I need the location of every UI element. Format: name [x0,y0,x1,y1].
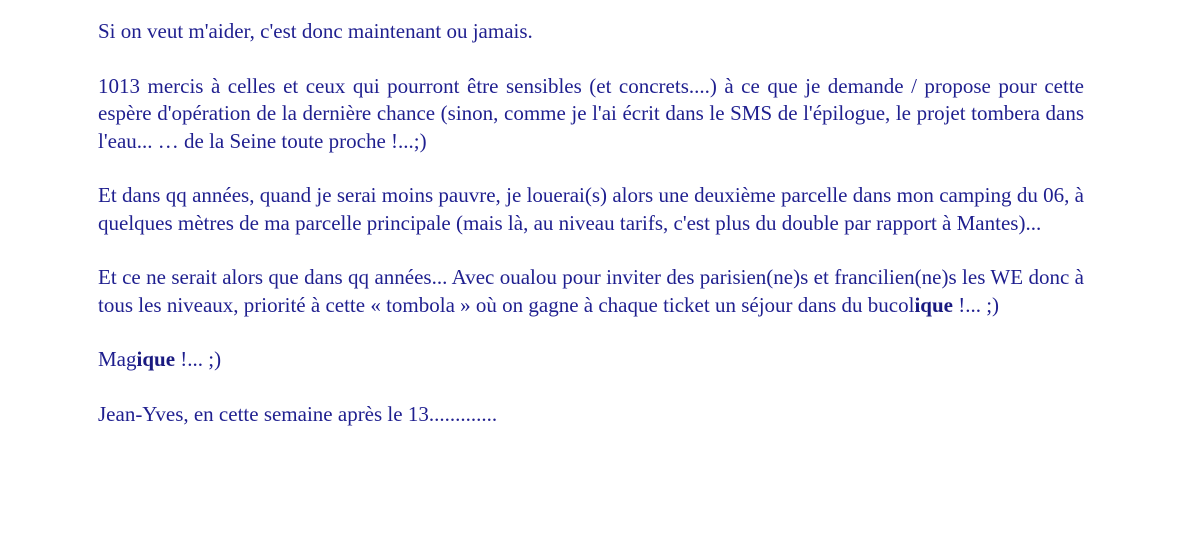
signature-line: Jean-Yves, en cette semaine après le 13............. [98,401,498,426]
paragraph-tombola-text: Et ce ne serait alors que dans qq années... Avec oualou pour inviter des parisien(ne)s et francilien(ne)s les WE donc à tous les niveaux, priorité à cette « tombola » où on gagne à chaque ticket un séjour dans du bucol [98,265,1084,317]
paragraph-future-plans: Et dans qq années, quand je serai moins pauvre, je louerai(s) alors une deuxième parcelle dans mon camping du 06, à quelques mètres de ma parcelle principale (mais là, au niveau tarifs, c'est plus du double par rapport à Mantes)... [98,183,1084,235]
magique-bold: ique [136,347,176,371]
paragraph-tombola-tail: !... ;) [952,292,1000,317]
magique-tail: !... ;) [175,347,222,371]
paragraph-magique [98,346,1084,374]
magique-prefix: Mag [98,347,137,371]
paragraph-tombola-bold: ique [914,292,953,317]
paragraph-tombola [98,264,1084,319]
letter-body [98,18,1084,455]
paragraph-thanks: 1013 mercis à celles et ceux qui pourront être sensibles (et concrets....) à ce que je demande / propose pour cette espère d'opération de la dernière chance (sinon, comme je l'ai écrit dans le SMS de l'épilogue, le projet tombera dans l'eau... … de la Seine toute proche !...;) [98,73,1084,153]
paragraph-request: Si on veut m'aider, c'est donc maintenant ou jamais. [98,19,533,43]
